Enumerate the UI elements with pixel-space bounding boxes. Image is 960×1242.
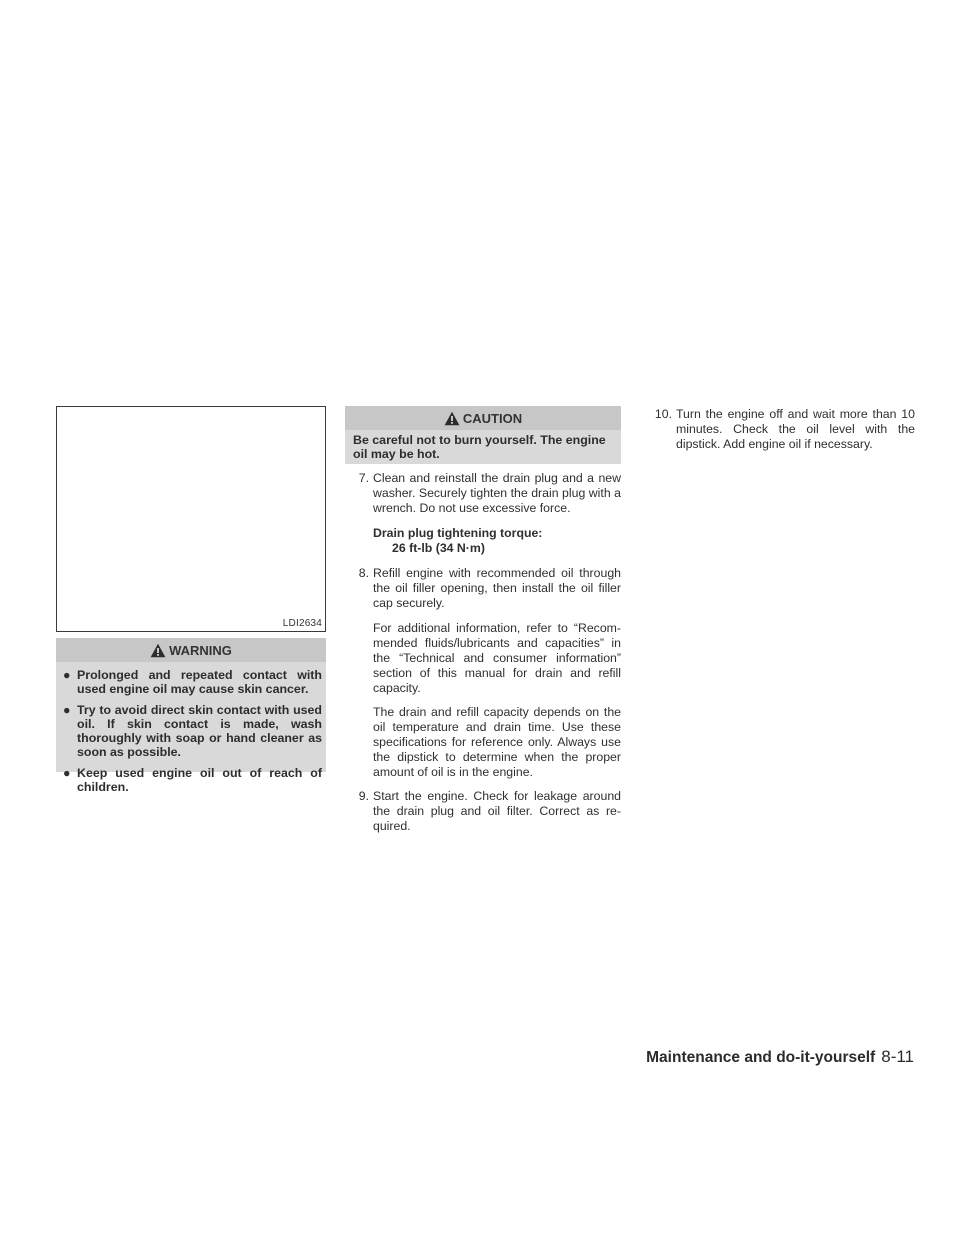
step-8-note-reference: For additional information, refer to “Recom- mended fluids/lubricants and capacities” in the “Technical and consumer information” section of this manual for drain and refill capacity. — [373, 621, 621, 695]
torque-label: Drain plug tightening torque: — [373, 526, 543, 540]
warning-title: WARNING — [169, 642, 232, 658]
warning-item — [60, 703, 322, 759]
step-10 — [640, 407, 915, 452]
bullet-icon: ● — [63, 668, 71, 682]
torque-value: 26 ft-lb (34 N·m) — [392, 541, 485, 555]
figure-label: LDI2634 — [282, 618, 322, 629]
caution-box — [345, 406, 621, 464]
illustration-figure — [56, 406, 326, 632]
warning-triangle-icon — [150, 643, 166, 658]
step-9 — [345, 789, 621, 834]
step-number: 7. — [358, 471, 369, 485]
warning-item — [60, 766, 322, 794]
step-text: Refill engine with recommended oil through the oil filler opening, then install the oil filler cap securely. — [373, 566, 621, 610]
warning-item-text: Prolonged and repeated contact with used engine oil may cause skin cancer. — [77, 668, 322, 696]
step-8 — [345, 566, 621, 611]
page-footer — [646, 1047, 914, 1067]
warning-item-text: Keep used engine oil out of reach of children. — [77, 766, 322, 794]
step-text: Clean and reinstall the drain plug and a new washer. Securely tighten the drain plug with a wrench. Do not use excessive force. — [373, 471, 621, 515]
caution-title: CAUTION — [462, 410, 523, 426]
warning-item-text: Try to avoid direct skin contact with used oil. If skin contact is made, wash thoroughly with soap or hand cleaner as soon as possible. — [77, 703, 322, 759]
step-number: 9. — [358, 789, 369, 803]
steps-column-middle — [345, 471, 621, 844]
warning-item — [60, 668, 322, 696]
bullet-icon: ● — [63, 766, 71, 780]
step-7 — [345, 471, 621, 516]
step-8-note-capacity: The drain and refill capacity depends on the oil temperature and drain time. Use these specifications for reference only. Always use the dipstick to determine when the proper amount of oil is in the engine. — [373, 705, 621, 779]
warning-triangle-icon — [444, 411, 460, 426]
caution-header — [345, 406, 621, 430]
warning-header — [56, 638, 326, 662]
step-number: 10. — [654, 407, 672, 421]
step-number: 8. — [358, 566, 369, 580]
steps-column-right — [640, 407, 915, 462]
bullet-icon: ● — [63, 703, 71, 717]
warning-box — [56, 638, 326, 794]
caution-text: Be careful not to burn yourself. The engine oil may be hot. — [353, 433, 606, 461]
page-number: 8-11 — [881, 1047, 914, 1066]
warning-list — [56, 668, 326, 794]
footer-section-title: Maintenance and do-it-yourself — [646, 1049, 876, 1066]
step-text: Turn the engine off and wait more than 10 minutes. Check the oil level with the dipstick. Add engine oil if necessary. — [676, 407, 915, 451]
step-text: Start the engine. Check for leakage around the drain plug and oil filter. Correct as re- quired. — [373, 789, 621, 833]
